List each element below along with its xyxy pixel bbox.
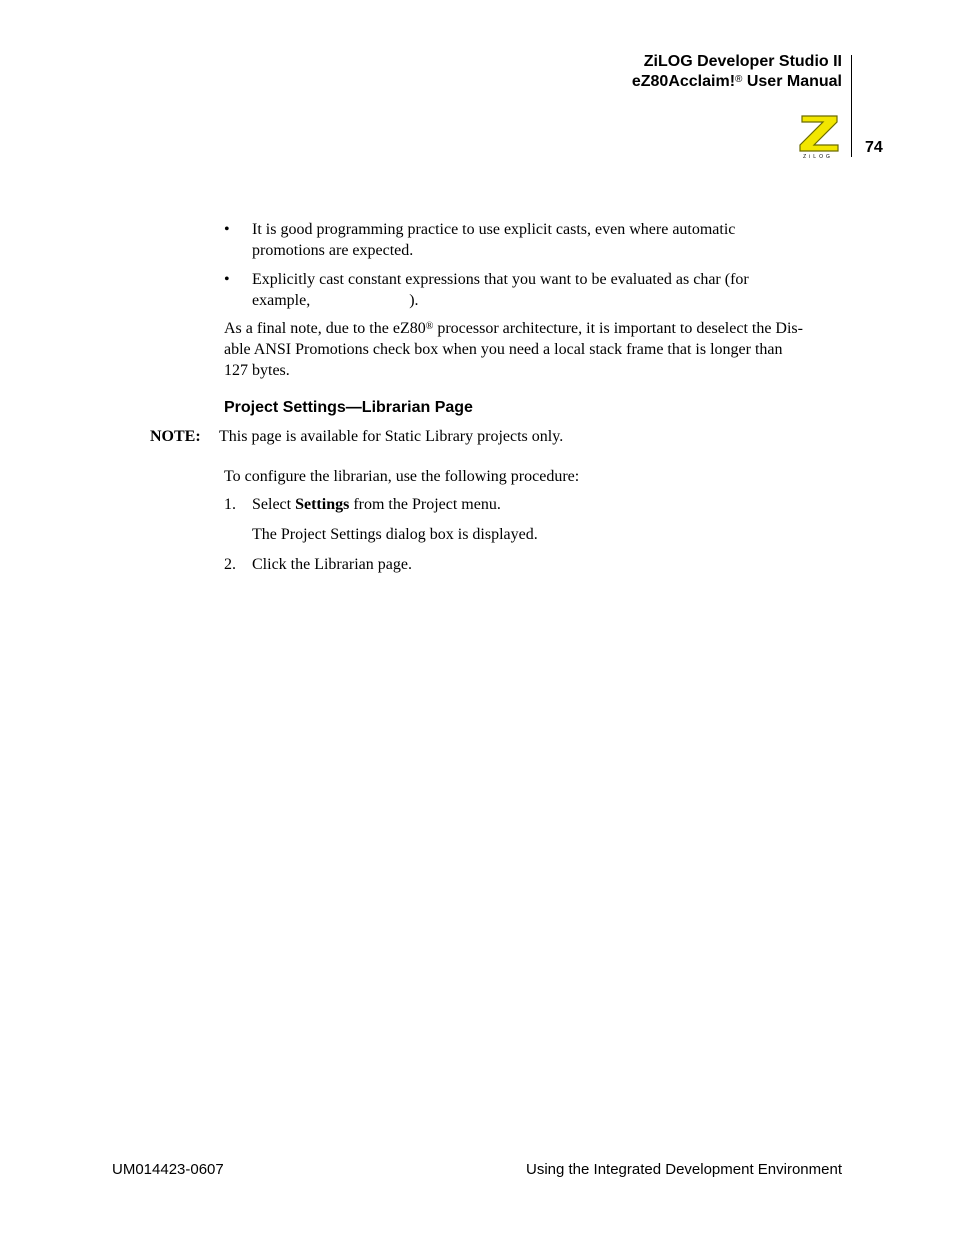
bullet-2-line1: Explicitly cast constant expressions that you want to be evaluated as char (for bbox=[252, 271, 749, 288]
bullet-icon: • bbox=[224, 221, 230, 238]
logo-wordmark: ZiLOG bbox=[803, 154, 833, 159]
bullet-2 bbox=[252, 269, 842, 311]
manual-label: User Manual bbox=[742, 73, 842, 90]
final-note-line2: able ANSI Promotions check box when you need a local stack frame that is longer than bbox=[224, 341, 783, 358]
step-1-result: The Project Settings dialog box is displayed. bbox=[252, 526, 538, 543]
bullet-2-line2: example, ). bbox=[252, 292, 419, 309]
bullet-1-line1: It is good programming practice to use explicit casts, even where automatic bbox=[252, 221, 736, 238]
footer-chapter-title: Using the Integrated Development Environment bbox=[525, 1161, 842, 1178]
header-title-line1: ZiLOG Developer Studio II bbox=[643, 53, 842, 70]
registered-mark: ® bbox=[735, 74, 743, 85]
step-1-text: Select Settings from the Project menu. bbox=[252, 496, 501, 513]
page-number: 74 bbox=[865, 139, 883, 156]
bullet-1 bbox=[252, 219, 842, 261]
registered-mark: ® bbox=[425, 321, 434, 332]
note-label: NOTE: bbox=[150, 428, 201, 445]
note-text: This page is available for Static Library projects only. bbox=[219, 428, 564, 445]
product-name: eZ80Acclaim! bbox=[631, 73, 736, 90]
settings-menu-item: Settings bbox=[295, 496, 350, 513]
zilog-logo-icon bbox=[795, 113, 841, 159]
bullet-1-line2: promotions are expected. bbox=[252, 242, 414, 259]
header-title-line2 bbox=[632, 72, 842, 92]
final-note-line3: 127 bytes. bbox=[224, 362, 290, 379]
step-2-number: 2. bbox=[224, 556, 236, 573]
procedure-intro: To configure the librarian, use the following procedure: bbox=[224, 468, 580, 485]
final-note-paragraph bbox=[224, 318, 844, 381]
step-2-text: Click the Librarian page. bbox=[252, 556, 412, 573]
step-1-number: 1. bbox=[224, 496, 236, 513]
header-divider bbox=[851, 55, 852, 157]
footer-doc-number: UM014423-0607 bbox=[112, 1161, 224, 1178]
bullet-icon: • bbox=[224, 271, 230, 288]
final-note-line1: As a final note, due to the eZ80® processor architecture, it is important to deselect the Dis- bbox=[224, 320, 803, 337]
section-heading: Project Settings—Librarian Page bbox=[224, 399, 473, 416]
